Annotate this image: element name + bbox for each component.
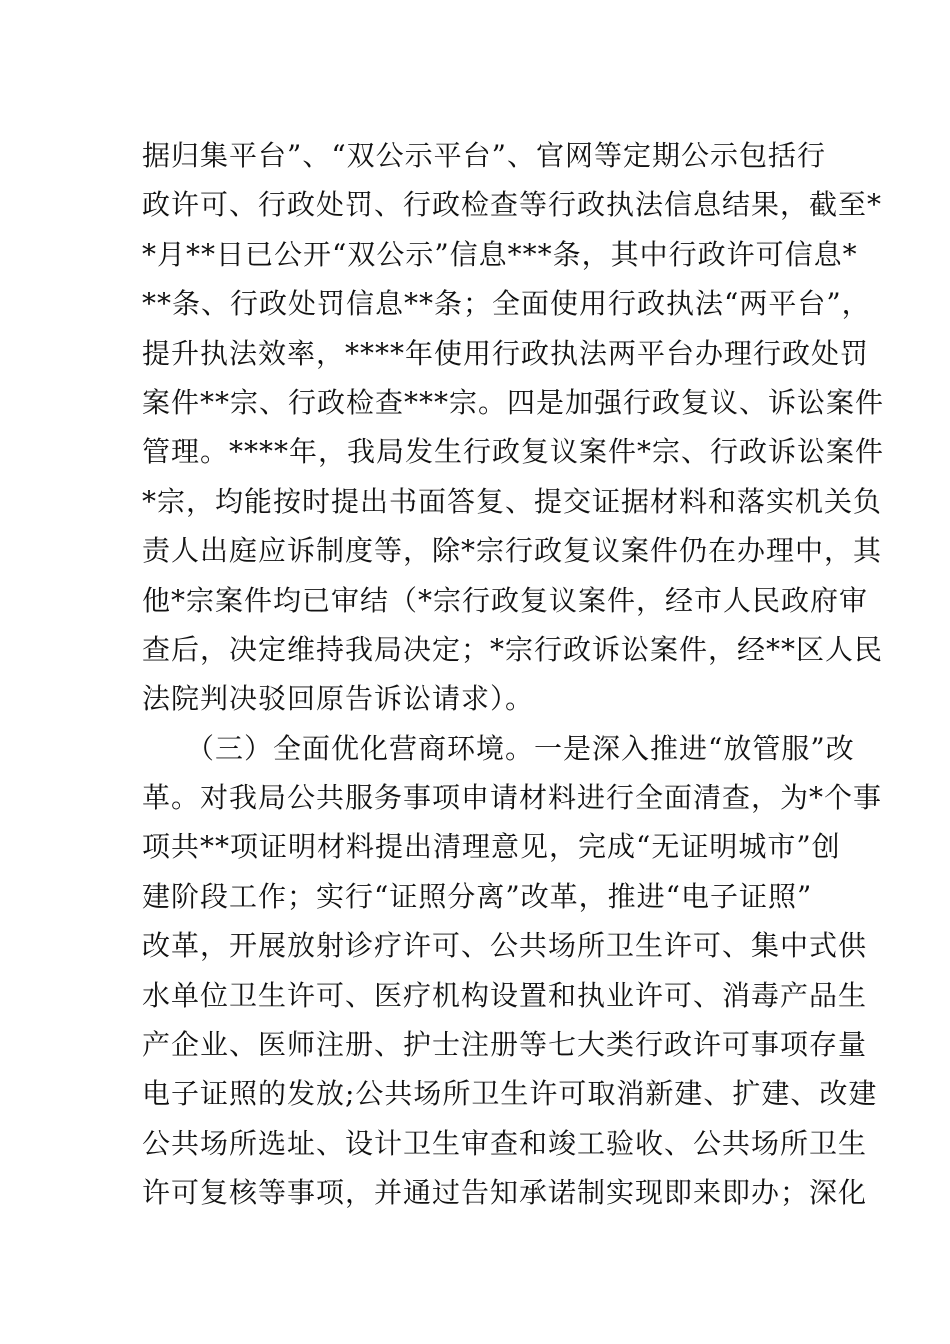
text-line: *月**日已公开“双公示”信息***条，其中行政许可信息* bbox=[142, 237, 858, 271]
text-line: 提升执法效率，****年使用行政执法两平台办理行政处罚 bbox=[142, 336, 870, 370]
section-heading-line: （三）全面优化营商环境。一是深入推进“放管服”改 bbox=[142, 731, 855, 765]
text-line: **条、行政处罚信息**条；全面使用行政执法“两平台”， bbox=[142, 287, 871, 321]
text-line: 法院判决驳回原告诉讼请求）。 bbox=[142, 682, 535, 716]
text-line: 据归集平台”、“双公示平台”、官网等定期公示包括行 bbox=[142, 139, 826, 172]
text-line: 管理。****年，我局发生行政复议案件*宗、行政诉讼案件 bbox=[142, 435, 885, 469]
text-line: *宗，均能按时提出书面答复、提交证据材料和落实机关负 bbox=[142, 484, 883, 518]
text-line: 项共**项证明材料提出清理意见，完成“无证明城市”创 bbox=[142, 830, 841, 864]
text-line: 改革，开展放射诊疗许可、公共场所卫生许可、集中式供 bbox=[142, 929, 868, 963]
text-line: 案件**宗、行政检查***宗。四是加强行政复议、诉讼案件 bbox=[142, 385, 885, 419]
text-line: 查后，决定维持我局决定；*宗行政诉讼案件，经**区人民 bbox=[142, 632, 884, 666]
text-line: 电子证照的发放;公共场所卫生许可取消新建、扩建、改建 bbox=[142, 1077, 878, 1111]
text-line: 建阶段工作；实行“证照分离”改革，推进“电子证照” bbox=[142, 879, 813, 913]
text-line: 公共场所选址、设计卫生审查和竣工验收、公共场所卫生 bbox=[142, 1126, 868, 1160]
text-line: 他*宗案件均已审结（*宗行政复议案件，经市人民政府审 bbox=[142, 583, 869, 617]
text-line: 革。对我局公共服务事项申请材料进行全面清查，为*个事 bbox=[142, 781, 883, 815]
text-line: 水单位卫生许可、医疗机构设置和执业许可、消毒产品生 bbox=[142, 978, 868, 1012]
text-line: 政许可、行政处罚、行政检查等行政执法信息结果，截至* bbox=[142, 188, 883, 222]
text-line: 产企业、医师注册、护士注册等七大类行政许可事项存量 bbox=[142, 1028, 868, 1062]
document-body bbox=[142, 131, 885, 1218]
text-line: 责人出庭应诉制度等，除*宗行政复议案件仍在办理中，其 bbox=[142, 534, 883, 568]
text-line: 许可复核等事项，并通过告知承诺制实现即来即办；深化 bbox=[142, 1176, 868, 1210]
